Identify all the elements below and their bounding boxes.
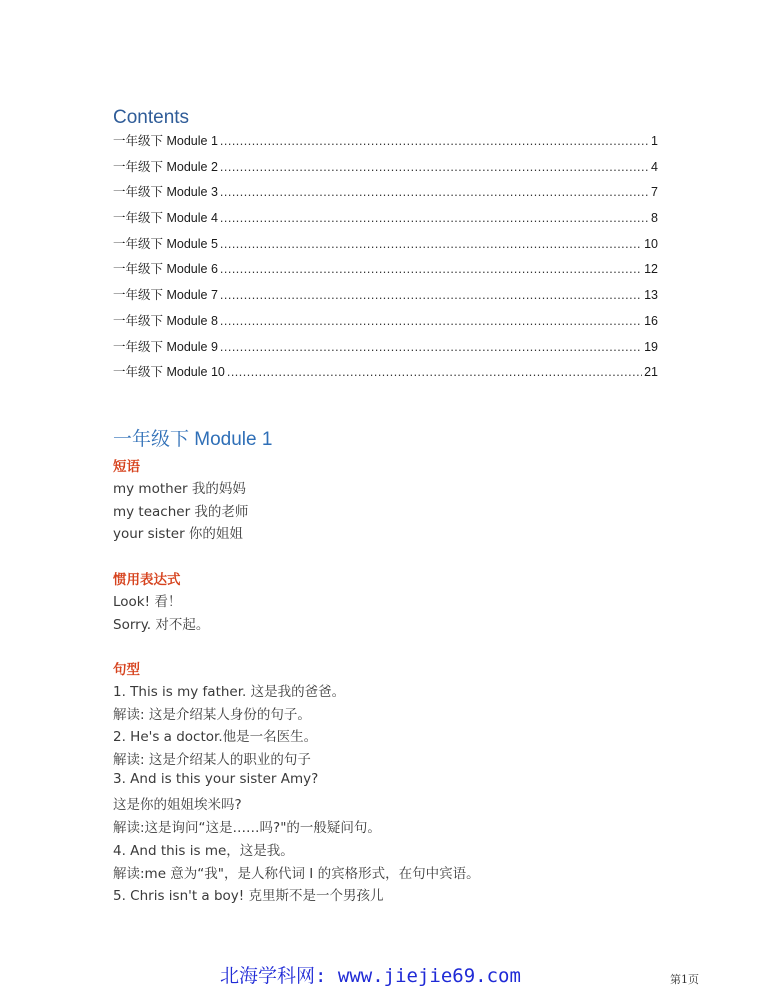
toc-entry[interactable] [113, 182, 658, 208]
phrase-line: my mother 我的妈妈 [113, 481, 246, 497]
toc-dot-leader [220, 237, 642, 251]
phrases-list [113, 477, 248, 545]
toc-entry-label: 一年级下 Module 6 [113, 262, 218, 277]
toc-entry-page: 13 [644, 288, 658, 303]
phrase-line: my teacher 我的老师 [113, 503, 249, 520]
toc-dot-leader [220, 288, 642, 302]
toc-entry-label: 一年级下 Module 7 [113, 288, 218, 303]
sentence-line: 3. And is this your sister Amy? [113, 770, 319, 787]
toc-entry-label: 一年级下 Module 10 [113, 365, 225, 380]
sentence-line: 1. This is my father. 这是我的爸爸。 [113, 684, 346, 700]
toc-dot-leader [220, 340, 642, 354]
toc-entry-label: 一年级下 Module 8 [113, 313, 218, 328]
section-title: 一年级下 Module 1 [113, 429, 273, 450]
toc-dot-leader [220, 160, 649, 174]
expression-line: Look! 看！ [113, 594, 182, 610]
toc-entry[interactable] [113, 157, 658, 183]
phrases-heading: 短语 [113, 459, 140, 475]
expressions-list [113, 590, 209, 635]
toc-entry-label: 一年级下 Module 9 [113, 339, 218, 354]
sentence-line: 5. Chris isn't a boy! 克里斯不是一个男孩儿 [113, 888, 384, 905]
toc-entry-page: 19 [644, 339, 658, 354]
sentence-line: 4. And this is me，这是我。 [113, 842, 294, 859]
sentence-line: 解读: 这是介绍某人身份的句子。 [113, 706, 311, 723]
toc-entry-page: 7 [651, 185, 658, 200]
toc-dot-leader [220, 262, 642, 276]
toc-entry[interactable] [113, 337, 658, 363]
sentence-line: 2. He's a doctor.他是一名医生。 [113, 729, 318, 746]
toc-entry-page: 10 [644, 236, 658, 251]
toc-entry-label: 一年级下 Module 3 [113, 185, 218, 200]
toc-entry-label: 一年级下 Module 4 [113, 211, 218, 226]
toc-entry-label: 一年级下 Module 1 [113, 134, 218, 148]
toc-entry-page: 21 [644, 365, 658, 380]
toc-entry[interactable] [113, 234, 658, 260]
toc-entry[interactable] [113, 285, 658, 311]
toc-entry-page: 12 [644, 262, 658, 277]
toc-entry[interactable] [113, 259, 658, 285]
toc-title: Contents [113, 107, 190, 128]
sentence-line: 这是你的姐姐埃米吗? [113, 797, 242, 814]
toc-dot-leader [220, 314, 642, 328]
sentence-line: 解读: 这是介绍某人的职业的句子 [113, 752, 311, 769]
phrase-line: your sister 你的姐姐 [113, 526, 243, 543]
toc-entry-page: 1 [651, 134, 658, 148]
toc-entry-label: 一年级下 Module 5 [113, 236, 218, 251]
footer-site-link[interactable]: 北海学科网: www.jiejie69.com [220, 965, 521, 987]
toc-entry[interactable] [113, 362, 658, 388]
expressions-heading: 惯用表达式 [113, 572, 181, 588]
toc-dot-leader [220, 134, 649, 148]
sentence-line: 解读:me 意为“我"，是人称代词 I 的宾格形式，在句中宾语。 [113, 865, 480, 882]
toc-entry[interactable] [113, 311, 658, 337]
sentences-list [113, 680, 480, 907]
toc-dot-leader [227, 365, 642, 379]
toc-entry-page: 4 [651, 159, 658, 174]
toc-entry[interactable] [113, 131, 658, 157]
toc-entry-page: 16 [644, 313, 658, 328]
sentence-line: 解读:这是询问“这是……吗?"的一般疑问句。 [113, 820, 381, 837]
page-number: 第1页 [670, 973, 699, 986]
toc-entry-page: 8 [651, 211, 658, 226]
toc-list [113, 131, 658, 388]
toc-dot-leader [220, 211, 649, 225]
toc-entry[interactable] [113, 208, 658, 234]
sentences-heading: 句型 [113, 662, 140, 678]
toc-entry-label: 一年级下 Module 2 [113, 159, 218, 174]
expression-line: Sorry. 对不起。 [113, 616, 210, 633]
toc-dot-leader [220, 185, 649, 199]
